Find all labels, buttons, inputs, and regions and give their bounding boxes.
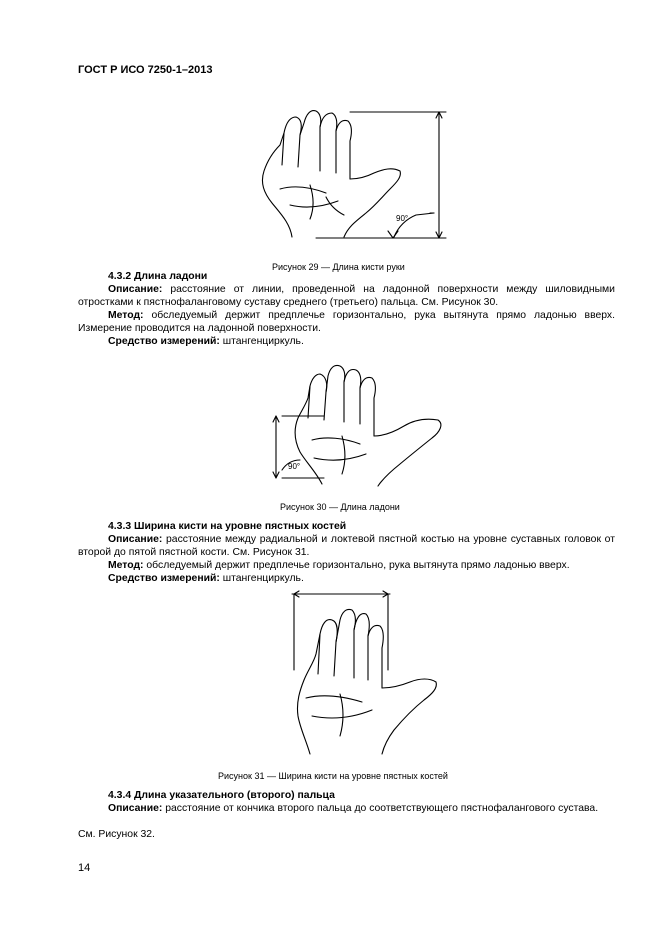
section-4-3-2-tool [78, 335, 615, 348]
figure-31-hand-width [286, 590, 446, 760]
section-4-3-2-description [78, 283, 615, 309]
section-4-3-3-description [78, 533, 615, 559]
figure-31-caption: Рисунок 31 — Ширина кисти на уровне пястных костей [218, 771, 448, 781]
description-label: Описание: [108, 284, 163, 295]
method-text: обследуемый держит предплечье горизонтально, рука вытянута прямо ладонью вверх. Измерение проводится на ладонной поверхности. [78, 310, 615, 334]
section-4-3-4-title: 4.3.4 Длина указательного (второго) пальца [108, 790, 335, 801]
description-text: расстояние от кончика второго пальца до соответствующего пястнофалангового сустава. [162, 803, 599, 814]
section-4-3-3-method [78, 559, 615, 572]
angle-label: 90° [288, 462, 301, 471]
method-label: Метод: [108, 560, 144, 571]
angle-label: 90° [396, 214, 409, 223]
method-text: обследуемый держит предплечье горизонтально, рука вытянута прямо ладонью вверх. [143, 560, 570, 571]
section-4-3-3-title: 4.3.3 Ширина кисти на уровне пястных костей [108, 521, 347, 532]
figure-30-caption: Рисунок 30 — Длина ладони [280, 502, 400, 512]
section-4-3-2-title: 4.3.2 Длина ладони [108, 271, 208, 282]
description-label: Описание: [108, 534, 163, 545]
section-4-3-3-tool [78, 572, 615, 585]
figure-30-palm-length [262, 360, 462, 490]
section-4-3-4-reference: См. Рисунок 32. [78, 829, 155, 840]
tool-label: Средство измерений: [108, 336, 220, 347]
tool-text: штангенциркуль. [219, 573, 304, 584]
method-label: Метод: [108, 310, 144, 321]
document-header: ГОСТ Р ИСО 7250-1–2013 [78, 64, 213, 76]
figure-29-caption: Рисунок 29 — Длина кисти руки [272, 262, 405, 272]
hand-drawing [262, 111, 400, 237]
hand-drawing [297, 609, 436, 754]
figure-29-hand-length [250, 105, 450, 250]
section-4-3-4-description [78, 802, 615, 815]
description-label: Описание: [108, 803, 163, 814]
hand-drawing [295, 365, 441, 486]
description-text: расстояние от линии, проведенной на ладонной поверхности между шиловидными отростками к пястнофаланговому суставу среднего (третьего) пальца. См. Рисунок 30. [78, 284, 615, 308]
description-text: расстояние между радиальной и локтевой пястной костью на уровне суставных головок от второй до пятой пястной кости. См. Рисунок 31. [78, 534, 615, 558]
tool-label: Средство измерений: [108, 573, 220, 584]
tool-text: штангенциркуль. [219, 336, 304, 347]
section-4-3-2-method [78, 309, 615, 335]
page-number: 14 [78, 862, 91, 874]
